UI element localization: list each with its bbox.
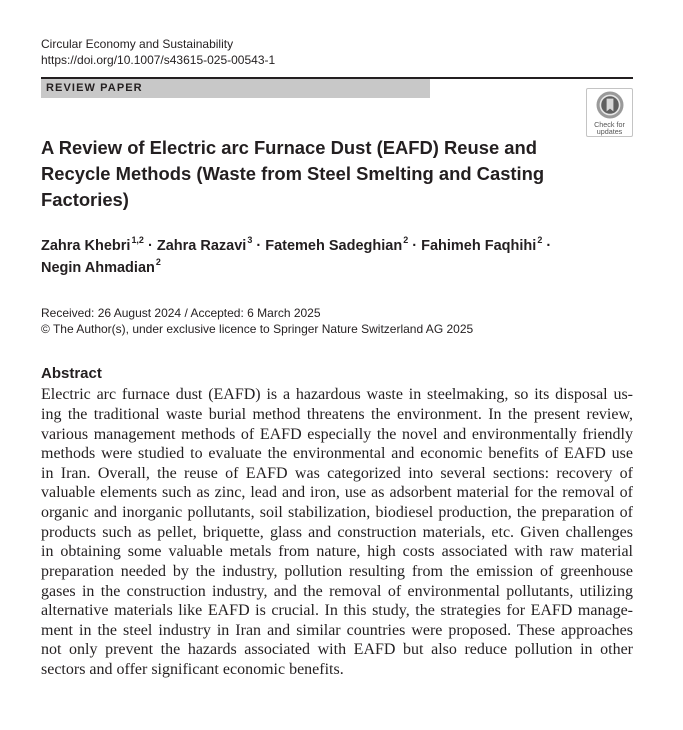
abstract-line: alternative materials like EAFD is crucial. In this study, the strategies for EAFD manage- <box>41 602 633 620</box>
article-type-bar <box>41 79 430 98</box>
title-line: Factories) <box>41 189 129 210</box>
abstract-line: products such as pellet, briquette, glass and construction materials, etc. Given challenges <box>41 523 633 541</box>
author-separator: · <box>147 238 153 254</box>
author-name: Zahra Khebri <box>41 238 131 254</box>
abstract-line: sectors and offer significant economic benefits. <box>41 661 344 679</box>
article-type-label: REVIEW PAPER <box>46 82 143 94</box>
abstract-line: ment in the steel industry in Iran and similar countries were proposed. These approaches <box>41 621 633 639</box>
abstract-line: organic and inorganic pollutants, soil stabilization, biodiesel production, the preparation of <box>41 504 633 522</box>
author-affiliation: 2 <box>155 257 161 268</box>
abstract-line: in obtaining some valuable metals from nature, high costs associated with raw material <box>41 543 633 561</box>
abstract-line: gases in the construction industry, and the removal of environmental pollutants, utilizing <box>41 582 633 600</box>
abstract-line: Electric arc furnace dust (EAFD) is a hazardous waste in steelmaking, so its disposal us- <box>41 386 633 404</box>
abstract-line: preparation needed by the industry, pollution resulting from the emission of greenhouse <box>41 562 633 580</box>
abstract-line: valuable elements such as zinc, lead and iron, use as adsorbent material for the removal of <box>41 484 633 502</box>
author-affiliation: 3 <box>247 235 253 246</box>
title-line: A Review of Electric arc Furnace Dust (EAFD) Reuse and <box>41 137 537 158</box>
author-line <box>41 257 551 279</box>
author-line <box>41 235 551 257</box>
badge-text-line-1: Check for <box>594 120 625 129</box>
title-line: Recycle Methods (Waste from Steel Smelting and Casting <box>41 163 545 184</box>
author-affiliation: 2 <box>403 235 409 246</box>
author-affiliation: 2 <box>537 235 543 246</box>
abstract-line: ing the traditional waste burial method threatens the environment. In the present review, <box>41 405 633 423</box>
abstract-line: various management methods of EAFD especially the novel and environmentally friendly <box>41 425 633 443</box>
abstract-line: in Iran. Overall, the reuse of EAFD was categorized into several sections: recovery of <box>41 464 633 482</box>
check-for-updates-badge[interactable] <box>586 88 633 137</box>
crossmark-icon <box>596 91 624 119</box>
received-accepted-dates: Received: 26 August 2024 / Accepted: 6 March 2025 <box>41 306 321 320</box>
author-name: Negin Ahmadian <box>41 260 155 276</box>
author-name: Fahimeh Faqhihi <box>421 238 537 254</box>
author-list <box>41 235 551 279</box>
abstract-line: not only prevent the hazards associated with EAFD but also reduce pollution in other <box>41 641 633 659</box>
abstract-line: methods were studied to evaluate the environmental and economic benefits of EAFD use <box>41 445 633 463</box>
article-meta <box>41 305 473 337</box>
author-separator: · <box>256 238 262 254</box>
doi-link[interactable]: https://doi.org/10.1007/s43615-025-00543-1 <box>41 53 276 67</box>
journal-name: Circular Economy and Sustainability <box>41 37 234 51</box>
author-name: Fatemeh Sadeghian <box>265 238 403 254</box>
author-affiliation: 1,2 <box>131 235 144 246</box>
journal-header <box>41 36 275 68</box>
author-name: Zahra Razavi <box>156 238 247 254</box>
badge-text-line-2: updates <box>596 127 623 137</box>
paper-title <box>41 135 544 213</box>
copyright-line: © The Author(s), under exclusive licence to Springer Nature Switzerland AG 2025 <box>41 322 474 336</box>
author-separator: · <box>546 238 552 254</box>
author-separator: · <box>412 238 418 254</box>
abstract-text <box>41 385 633 679</box>
abstract-heading: Abstract <box>41 365 102 382</box>
